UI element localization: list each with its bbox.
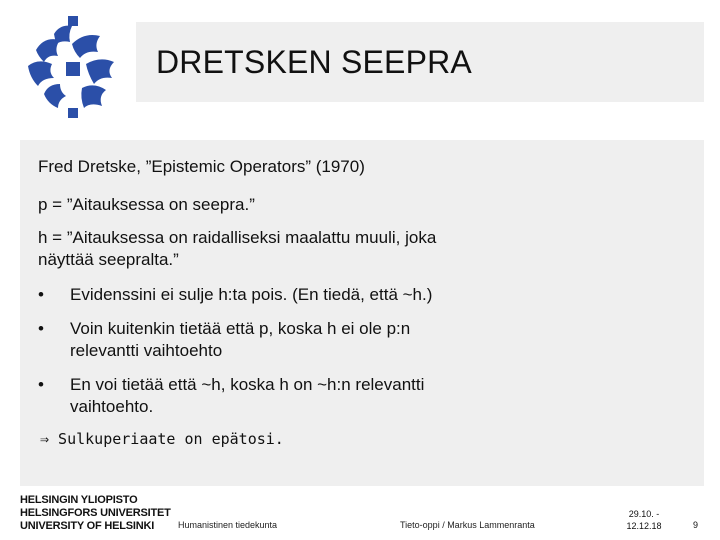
footer-date-line-2: 12.12.18 [626,521,662,531]
footer-organization [20,494,171,533]
bullet-item-1: Evidenssini ei sulje h:ta pois. (En tiedä, että ~h.) [70,285,433,304]
org-name-english: UNIVERSITY OF HELSINKI [20,520,155,532]
bullet-marker: • [38,319,44,338]
bullet-item-3-line-1: En voi tietää että ~h, koska h on ~h:n relevantti [70,375,425,394]
university-logo [14,14,134,124]
paragraph-h-definition-line-2: näyttää seepralta.” [38,250,179,269]
conclusion-text: ⇒ Sulkuperiaate on epätosi. [40,430,284,448]
bullet-item-2-line-2: relevantti vaihtoehto [70,341,223,360]
footer-course: Tieto-oppi / Markus Lammenranta [400,520,535,530]
paragraph-p-definition: p = ”Aitauksessa on seepra.” [38,195,255,214]
footer-date-line-1: 29.10. - [628,509,660,519]
org-name-swedish: HELSINGFORS UNIVERSITET [20,507,171,519]
page-number: 9 [693,520,699,530]
bullet-item-2-line-1: Voin kuitenkin tietää että p, koska h ei ole p:n [70,319,411,338]
bullet-marker: • [38,375,44,394]
paragraph-source: Fred Dretske, ”Epistemic Operators” (1970) [38,157,365,176]
footer-date [622,508,666,532]
slide-title: DRETSKEN SEEPRA [156,44,472,80]
bullet-marker: • [38,285,44,304]
bullet-item-3-line-2: vaihtoehto. [70,397,154,416]
paragraph-h-definition-line-1: h = ”Aitauksessa on raidalliseksi maalattu muuli, joka [38,228,437,247]
footer-faculty: Humanistinen tiedekunta [178,520,278,530]
org-name-finnish: HELSINGIN YLIOPISTO [20,494,138,506]
